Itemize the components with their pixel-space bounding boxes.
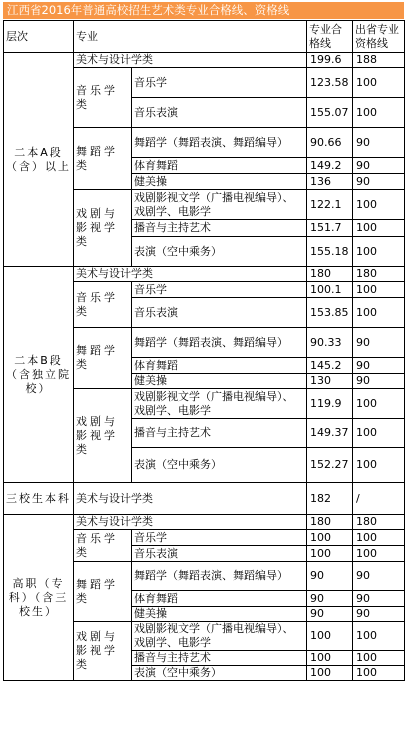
qual-cell: 180 xyxy=(353,267,405,282)
qual-cell: 100 xyxy=(353,530,405,546)
score-cell: 90.33 xyxy=(307,328,353,358)
table-row xyxy=(4,53,405,68)
header-major: 专业 xyxy=(74,21,307,53)
category-cell: 舞蹈学类 xyxy=(74,128,132,190)
major-cell: 健美操 xyxy=(132,374,307,389)
header-qual: 出省专业资格线 xyxy=(353,21,405,53)
header-row xyxy=(4,21,405,53)
major-cell: 体育舞蹈 xyxy=(132,158,307,174)
score-cell: 182 xyxy=(307,483,353,515)
qual-cell: 100 xyxy=(353,419,405,448)
level-cell: 高职（专科）（含三校生） xyxy=(4,515,74,681)
score-cell: 100 xyxy=(307,530,353,546)
score-cell: 153.85 xyxy=(307,298,353,328)
qual-cell: 100 xyxy=(353,651,405,666)
level-cell: 二本A段（含）以上 xyxy=(4,53,74,267)
score-cell: 90.66 xyxy=(307,128,353,158)
qual-cell: 100 xyxy=(353,546,405,562)
major-cell: 舞蹈学（舞蹈表演、舞蹈编导） xyxy=(132,328,307,358)
table-row xyxy=(4,267,405,282)
major-cell: 播音与主持艺术 xyxy=(132,220,307,237)
major-cell: 健美操 xyxy=(132,174,307,190)
category-cell: 舞蹈学类 xyxy=(74,562,132,622)
qual-cell: 100 xyxy=(353,389,405,419)
qual-cell: 90 xyxy=(353,358,405,374)
major-cell: 美术与设计学类 xyxy=(74,267,307,282)
score-cell: 151.7 xyxy=(307,220,353,237)
score-cell: 155.18 xyxy=(307,237,353,267)
qual-cell: 90 xyxy=(353,328,405,358)
major-cell: 舞蹈学（舞蹈表演、舞蹈编导） xyxy=(132,562,307,591)
category-cell: 戏剧与影视学类 xyxy=(74,622,132,681)
qual-cell: 100 xyxy=(353,448,405,483)
score-cell: 136 xyxy=(307,174,353,190)
qual-cell: 188 xyxy=(353,53,405,68)
qual-cell: 180 xyxy=(353,515,405,530)
qual-cell: 100 xyxy=(353,237,405,267)
level-cell: 二本B段（含独立院校） xyxy=(4,267,74,483)
score-cell: 119.9 xyxy=(307,389,353,419)
level-cell: 三校生本科 xyxy=(4,483,74,515)
major-cell: 播音与主持艺术 xyxy=(132,651,307,666)
qual-cell: 100 xyxy=(353,622,405,651)
score-cell: 100 xyxy=(307,546,353,562)
qual-cell: 90 xyxy=(353,128,405,158)
score-cell: 155.07 xyxy=(307,98,353,128)
header-level: 层次 xyxy=(4,21,74,53)
qual-cell: 100 xyxy=(353,68,405,98)
major-cell: 音乐学 xyxy=(132,530,307,546)
page-title: 江西省2016年普通高校招生艺术类专业合格线、资格线 xyxy=(3,2,404,19)
score-cell: 180 xyxy=(307,267,353,282)
major-cell: 体育舞蹈 xyxy=(132,358,307,374)
qual-cell: 90 xyxy=(353,174,405,190)
category-cell: 音乐学类 xyxy=(74,68,132,128)
category-cell: 戏剧与影视学类 xyxy=(74,190,132,267)
major-cell: 美术与设计学类 xyxy=(74,483,307,515)
qual-cell: 90 xyxy=(353,562,405,591)
qual-cell: 100 xyxy=(353,190,405,220)
qual-cell: 90 xyxy=(353,607,405,622)
score-cell: 100 xyxy=(307,651,353,666)
major-cell: 表演（空中乘务） xyxy=(132,237,307,267)
major-cell: 美术与设计学类 xyxy=(74,515,307,530)
score-cell: 152.27 xyxy=(307,448,353,483)
major-cell: 体育舞蹈 xyxy=(132,591,307,607)
major-cell: 戏剧影视文学（广播电视编导）、戏剧学、电影学 xyxy=(132,190,307,220)
table-row xyxy=(4,515,405,530)
qual-cell: 90 xyxy=(353,591,405,607)
qual-cell: 100 xyxy=(353,220,405,237)
major-cell: 音乐表演 xyxy=(132,546,307,562)
score-cell: 149.2 xyxy=(307,158,353,174)
major-cell: 美术与设计学类 xyxy=(74,53,307,68)
score-cell: 90 xyxy=(307,591,353,607)
major-cell: 音乐学 xyxy=(132,68,307,98)
score-cell: 149.37 xyxy=(307,419,353,448)
score-cell: 122.1 xyxy=(307,190,353,220)
qual-cell: 100 xyxy=(353,282,405,298)
qual-cell: 90 xyxy=(353,374,405,389)
major-cell: 表演（空中乘务） xyxy=(132,666,307,681)
table-body xyxy=(4,21,405,681)
major-cell: 播音与主持艺术 xyxy=(132,419,307,448)
qual-cell: / xyxy=(353,483,405,515)
qual-cell: 100 xyxy=(353,298,405,328)
score-table xyxy=(3,20,405,681)
score-cell: 123.58 xyxy=(307,68,353,98)
header-score: 专业合格线 xyxy=(307,21,353,53)
score-cell: 180 xyxy=(307,515,353,530)
major-cell: 表演（空中乘务） xyxy=(132,448,307,483)
qual-cell: 100 xyxy=(353,666,405,681)
major-cell: 音乐表演 xyxy=(132,98,307,128)
table-row xyxy=(4,483,405,515)
score-cell: 100 xyxy=(307,622,353,651)
score-cell: 90 xyxy=(307,607,353,622)
score-cell: 100.1 xyxy=(307,282,353,298)
major-cell: 音乐表演 xyxy=(132,298,307,328)
score-cell: 130 xyxy=(307,374,353,389)
major-cell: 戏剧影视文学（广播电视编导）、戏剧学、电影学 xyxy=(132,389,307,419)
major-cell: 舞蹈学（舞蹈表演、舞蹈编导） xyxy=(132,128,307,158)
category-cell: 戏剧与影视学类 xyxy=(74,389,132,483)
category-cell: 音乐学类 xyxy=(74,530,132,562)
score-cell: 100 xyxy=(307,666,353,681)
qual-cell: 100 xyxy=(353,98,405,128)
major-cell: 健美操 xyxy=(132,607,307,622)
qual-cell: 90 xyxy=(353,158,405,174)
major-cell: 音乐学 xyxy=(132,282,307,298)
category-cell: 音乐学类 xyxy=(74,282,132,328)
score-cell: 90 xyxy=(307,562,353,591)
score-cell: 145.2 xyxy=(307,358,353,374)
major-cell: 戏剧影视文学（广播电视编导）、戏剧学、电影学 xyxy=(132,622,307,651)
category-cell: 舞蹈学类 xyxy=(74,328,132,389)
score-cell: 199.6 xyxy=(307,53,353,68)
